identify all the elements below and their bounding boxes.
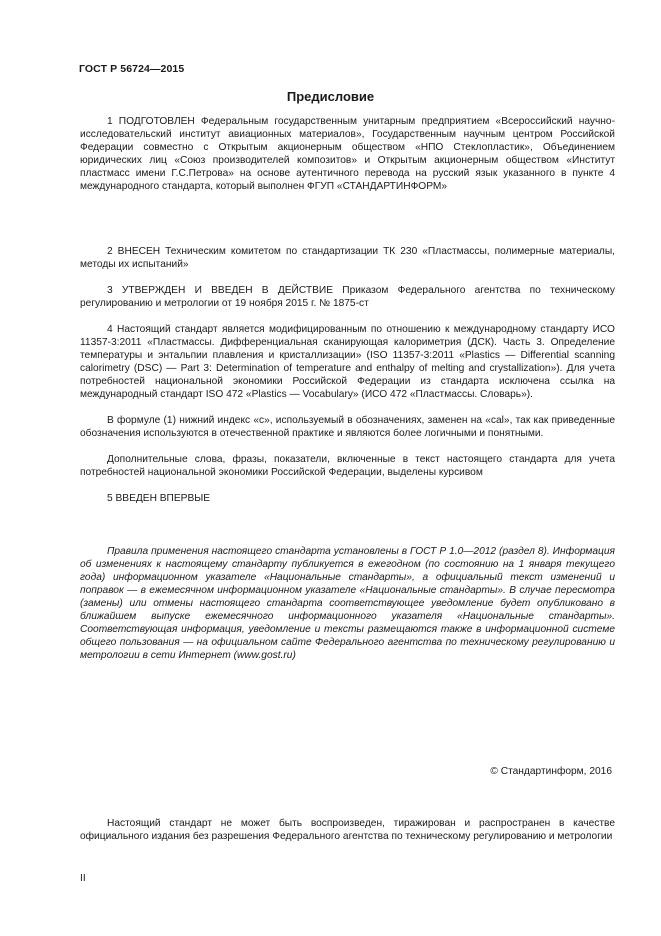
copyright-line: © Стандартинформ, 2016 [490,766,612,777]
page-title: Предисловие [286,89,375,104]
paragraph-4-modified: 4 Настоящий стандарт является модифицированным по отношению к международному стандарту ИСО 11357-3:2011 «Пластмассы. Дифференциальная сканирующая калориметрия (ДСК). Часть 3. Определение температуры и энтальпии плавления и кристаллизации» (ISO 11357-3:2011 «Plastics — Differential scanning calorimetry (DSC) — Part 3: Determination of temperature and enthalpy of melting and crystallization»). Для учета потребностей национальной экономики Российской Федерации из стандарта исключена ссылка на международный стандарт ISO 472 «Plastics — Vocabulary» (ИСО 472 «Пластмассы. Словарь»). [80,324,615,400]
application-rules-notice: Правила применения настоящего стандарта установлены в ГОСТ Р 1.0—2012 (раздел 8). Информация об изменениях к настоящему стандарту публикуется в ежегодном (по состоянию на 1 января текущего года) информационном указателе «Национальные стандарты», а официальный текст изменений и поправок — в ежемесячном информационном указателе «Национальные стандарты». В случае пересмотра (замены) или отмены настоящего стандарта соответствующее уведомление будет опубликовано в ближайшем выпуске ежемесячного информационного указателя «Национальные стандарты». Соответствующая информация, уведомление и тексты размещаются также в информационной системе общего пользования — на официальном сайте Федерального агентства по техническому регулированию и метрологии в сети Интернет (www.gost.ru) [80,546,615,661]
reproduction-notice: Настоящий стандарт не может быть воспроизведен, тиражирован и распространен в качестве официального издания без разрешения Федерального агентства по техническому регулированию и метрологии [80,818,615,842]
paragraph-3-approved: 3 УТВЕРЖДЕН И ВВЕДЕН В ДЕЙСТВИЕ Приказом Федерального агентства по техническому регулированию и метрологии от 19 ноября 2015 г. № 1875-ст [80,285,615,309]
paragraph-4-formula-note: В формуле (1) нижний индекс «c», используемый в обозначениях, заменен на «cal», так как приведенные обозначения используются в отечественной практике и являются более логичными и понятными. [80,415,615,439]
document-code: ГОСТ Р 56724—2015 [79,63,185,75]
paragraph-2-introduced: 2 ВНЕСЕН Техническим комитетом по стандартизации ТК 230 «Пластмассы, полимерные материалы, методы их испытаний» [80,246,615,270]
page-number: II [80,873,86,884]
paragraph-1-prepared: 1 ПОДГОТОВЛЕН Федеральным государственным унитарным предприятием «Всероссийский научно-исследовательский институт авиационных материалов», Государственным научным центром Российской Федерации совместно с Открытым акционерным обществом «НПО Стеклопластик», Объединением юридических лиц «Союз производителей композитов» и Открытым акционерным обществом «Институт пластмасс имени Г.С.Петрова» на основе аутентичного перевода на русский язык указанного в пункте 4 международного стандарта, который выполнен ФГУП «СТАНДАРТИНФОРМ» [80,116,615,192]
paragraph-5-first-introduced: 5 ВВЕДЕН ВПЕРВЫЕ [107,493,211,504]
paragraph-4-additional-words: Дополнительные слова, фразы, показатели, включенные в текст настоящего стандарта для учета потребностей национальной экономики Российской Федерации, выделены курсивом [80,454,615,478]
